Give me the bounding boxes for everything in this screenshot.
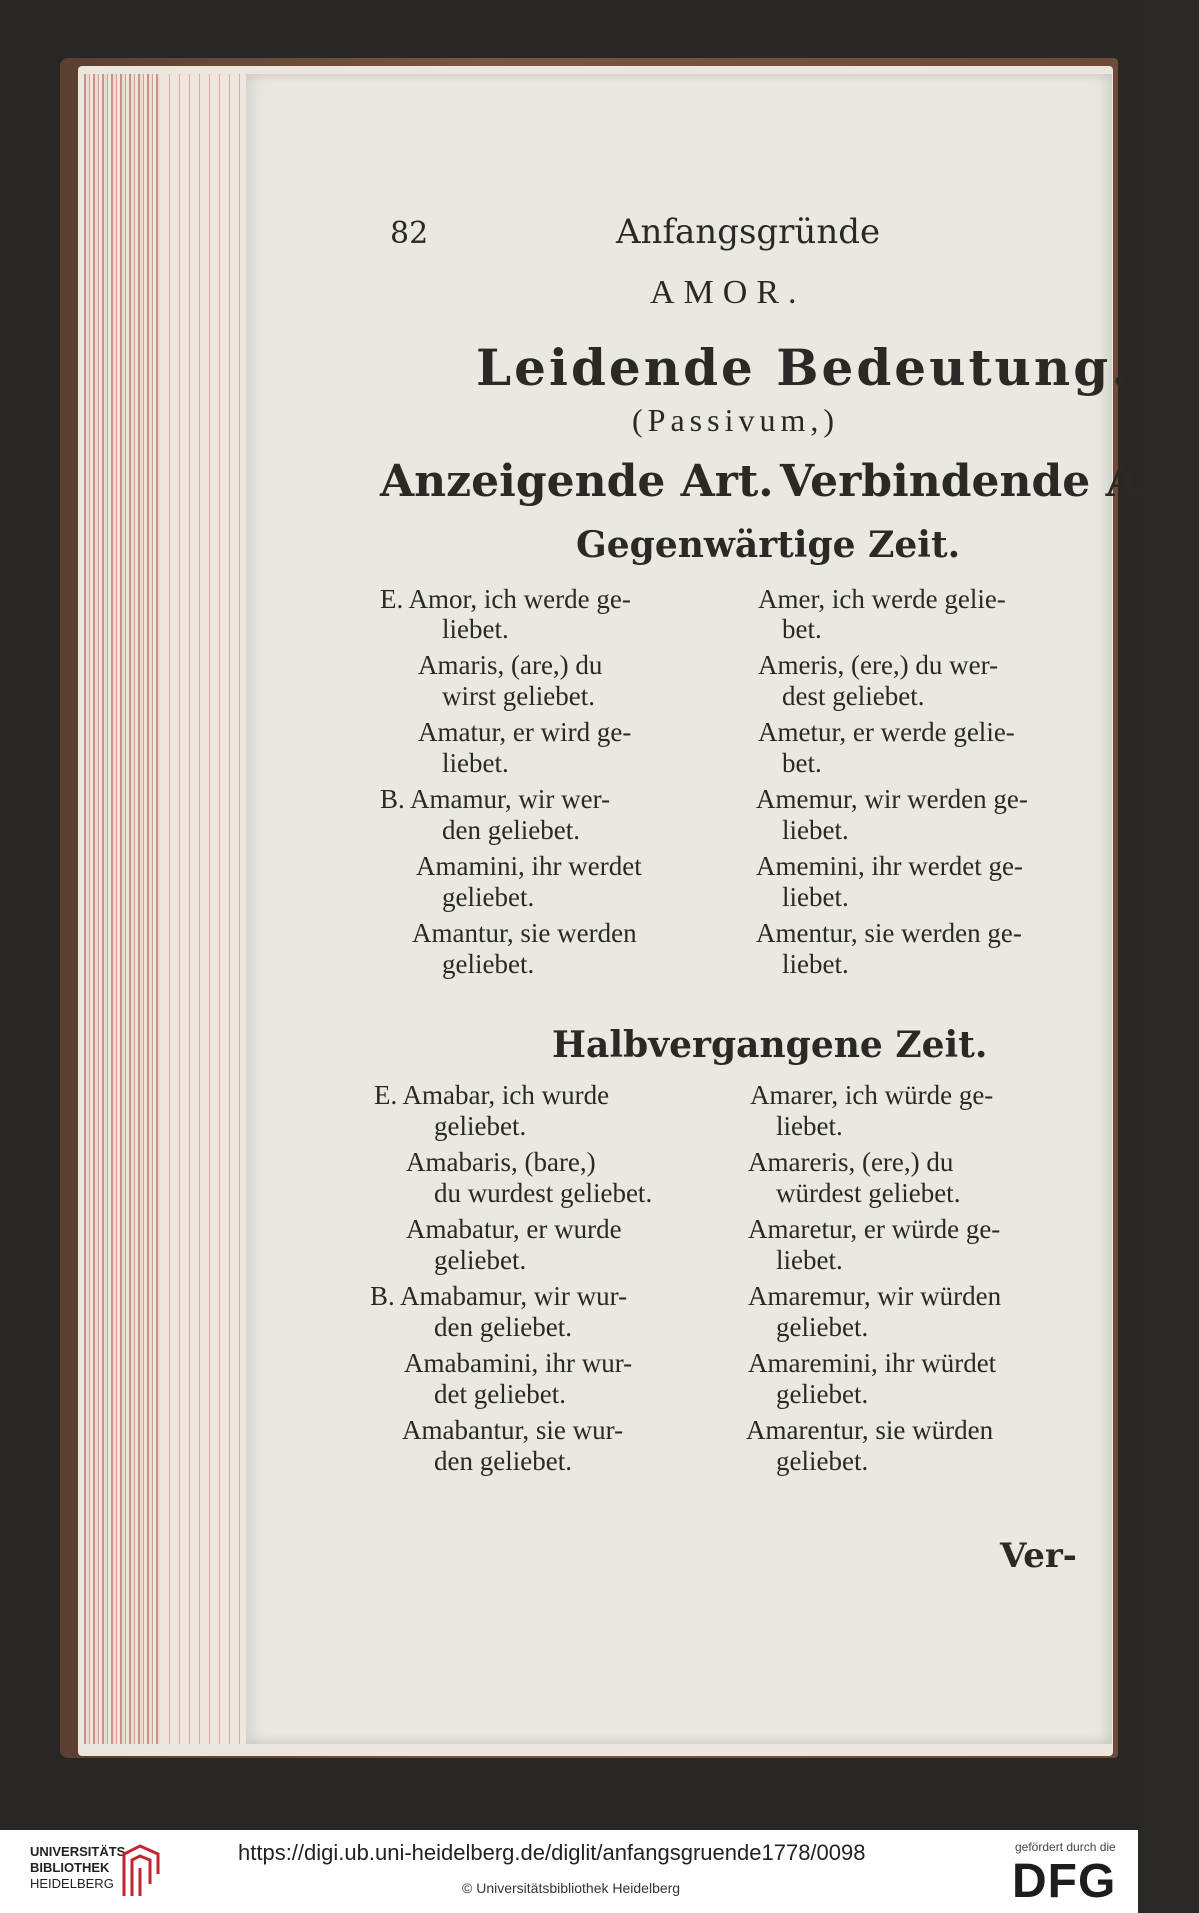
list-item: liebet. <box>782 815 849 845</box>
mood-right: Verbindende Art. <box>780 456 1199 507</box>
library-logo <box>14 1844 164 1900</box>
voice-heading: Leidende Bedeutung. <box>476 338 1132 397</box>
list-item: Amareris, (ere,) du <box>748 1147 954 1177</box>
list-item: Amaremini, ihr würdet <box>748 1348 997 1378</box>
running-header: Anfangsgründe <box>616 212 881 252</box>
list-item: geliebet. <box>434 1111 527 1141</box>
list-item: B. Amabamur, wir wur- <box>370 1281 628 1311</box>
list-item: geliebet. <box>442 882 535 912</box>
list-item: liebet. <box>782 949 849 979</box>
list-item: Amaretur, er würde ge- <box>748 1214 1001 1244</box>
list-item: B. Amamur, wir wer- <box>380 784 611 814</box>
library-name-line2: BIBLIOTHEK <box>30 1860 110 1875</box>
list-item: Amatur, er wird ge- <box>418 717 632 747</box>
list-item: Amer, ich werde gelie- <box>758 584 1006 614</box>
list-item: geliebet. <box>776 1446 869 1476</box>
list-item: liebet. <box>782 882 849 912</box>
list-item: bet. <box>782 614 822 644</box>
list-item: liebet. <box>442 748 509 778</box>
list-item: Amabantur, sie wur- <box>402 1415 624 1445</box>
list-item: liebet. <box>442 614 509 644</box>
list-item: Amantur, sie werden <box>412 918 637 948</box>
list-item: geliebet. <box>776 1379 869 1409</box>
tense-imperfect: Halbvergangene Zeit. <box>552 1024 988 1066</box>
list-item: Amentur, sie werden ge- <box>756 918 1022 948</box>
tense-present: Gegenwärtige Zeit. <box>576 524 961 566</box>
list-item: Amaris, (are,) du <box>418 650 603 680</box>
list-item: du wurdest geliebet. <box>434 1178 653 1208</box>
voice-latin: (Passivum,) <box>632 402 839 438</box>
verb-heading: AMOR. <box>650 274 806 311</box>
list-item: Ameris, (ere,) du wer- <box>758 650 999 680</box>
list-item: E. Amor, ich werde ge- <box>380 584 631 614</box>
catchword: Ver- <box>1000 1536 1077 1576</box>
library-name-line3: HEIDELBERG <box>30 1876 114 1891</box>
list-item: Amabamini, ihr wur- <box>404 1348 633 1378</box>
list-item: den geliebet. <box>434 1446 572 1476</box>
book-page <box>246 74 1199 1744</box>
page-edges-inner <box>160 74 246 1744</box>
funder-note: gefördert durch die <box>1015 1840 1116 1854</box>
list-item: Amemini, ihr werdet ge- <box>756 851 1023 881</box>
list-item: bet. <box>782 748 822 778</box>
list-item: Amemur, wir werden ge- <box>756 784 1028 814</box>
list-item: Amabatur, er wurde <box>406 1214 622 1244</box>
list-item: geliebet. <box>776 1312 869 1342</box>
dfg-logo: DFG <box>1012 1855 1117 1908</box>
list-item: würdest geliebet. <box>776 1178 961 1208</box>
mood-left: Anzeigende Art. <box>380 456 774 507</box>
list-item: Amarentur, sie würden <box>746 1415 994 1445</box>
list-item: Amarer, ich würde ge- <box>750 1080 994 1110</box>
list-item: Amamini, ihr werdet <box>416 851 642 881</box>
copyright-notice: © Universitätsbibliothek Heidelberg <box>462 1880 681 1896</box>
list-item: Amabaris, (bare,) <box>406 1147 596 1177</box>
list-item: det geliebet. <box>434 1379 566 1409</box>
list-item: geliebet. <box>442 949 535 979</box>
list-item: geliebet. <box>434 1245 527 1275</box>
list-item: Ametur, er werde gelie- <box>758 717 1015 747</box>
list-item: liebet. <box>776 1245 843 1275</box>
list-item: dest geliebet. <box>782 681 925 711</box>
permalink-url[interactable]: https://digi.ub.uni-heidelberg.de/diglit/anfangsgruende1778/0098 <box>238 1840 866 1865</box>
list-item: liebet. <box>776 1111 843 1141</box>
library-emblem-icon <box>118 1844 164 1898</box>
list-item: wirst geliebet. <box>442 681 595 711</box>
list-item: E. Amabar, ich wurde <box>374 1080 610 1110</box>
list-item: den geliebet. <box>442 815 580 845</box>
library-name-line1: UNIVERSITÄTS- <box>30 1844 130 1859</box>
list-item: Amaremur, wir würden <box>748 1281 1002 1311</box>
viewer-footer <box>0 1830 1138 1913</box>
page-number: 82 <box>390 216 429 251</box>
list-item: den geliebet. <box>434 1312 572 1342</box>
